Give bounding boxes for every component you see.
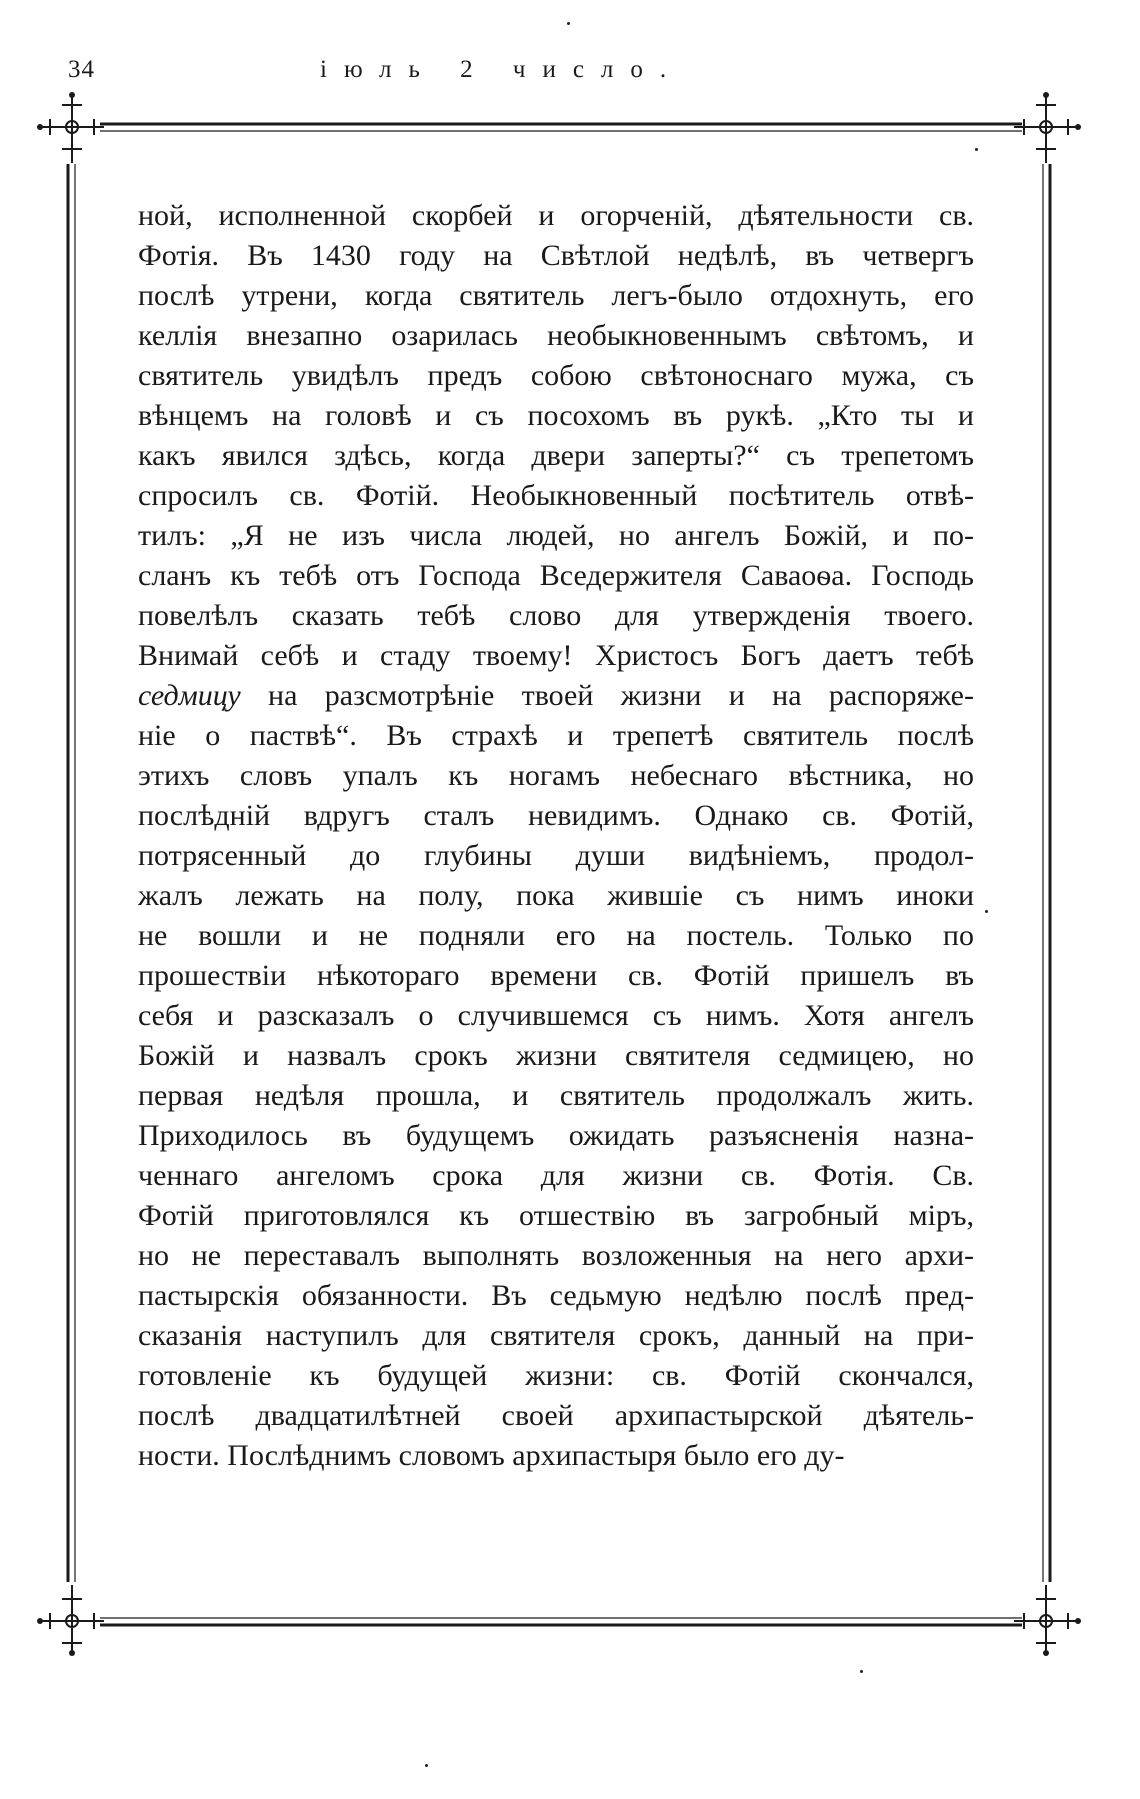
scan-speck (860, 1670, 863, 1673)
text-line: вѣнцемъ на головѣ и съ посохомъ въ рукѣ. „Кто ты и (138, 399, 974, 432)
text-line: сказанія наступилъ для святителя срокъ, данный на при- (138, 1319, 974, 1352)
text-line: послѣдній вдругъ сталъ невидимъ. Однако св. Фотій, (138, 799, 974, 832)
text-line: послѣ утрени, когда святитель легъ-было отдохнуть, его (138, 279, 974, 312)
text-line: какъ явился здѣсь, когда двери заперты?“ съ трепетомъ (138, 439, 974, 472)
text-line-with-italic (138, 676, 974, 716)
corner-ornament-top-right-icon (1014, 92, 1081, 163)
text-line: сланъ къ тебѣ отъ Господа Вседержителя Саваоѳа. Господь (138, 559, 974, 592)
text-line: Фотій приготовлялся къ отшествію въ загробный міръ, (138, 1199, 974, 1232)
text-line: этихъ словъ упалъ къ ногамъ небеснаго вѣстника, но (138, 759, 974, 792)
text-line: ніе о паствѣ“. Въ страхѣ и трепетѣ святитель послѣ (138, 719, 974, 752)
text-line: спросилъ св. Фотій. Необыкновенный посѣтитель отвѣ- (138, 479, 974, 512)
body-text (138, 196, 974, 1476)
text-line: пастырскія обязанности. Въ седьмую недѣлю послѣ пред- (138, 1279, 974, 1312)
text-line: ной, исполненной скорбей и огорченій, дѣятельности св. (138, 199, 974, 232)
corner-ornament-bottom-left-icon (37, 1585, 104, 1656)
corner-ornament-bottom-right-icon (1014, 1585, 1081, 1656)
text-line: послѣ двадцатилѣтней своей архипастырской дѣятель- (138, 1399, 974, 1432)
running-title: іюль 2 число. (320, 56, 684, 83)
text-line: тилъ: „Я не изъ числа людей, но ангелъ Божій, и по- (138, 519, 974, 552)
text-line: ности. Послѣднимъ словомъ архипастыря было его ду- (138, 1439, 845, 1472)
text-line: не вошли и не подняли его на постель. Только по (138, 919, 974, 952)
text-line: ченнаго ангеломъ срока для жизни св. Фотія. Св. (138, 1159, 974, 1192)
text-line: потрясенный до глубины души видѣніемъ, продол- (138, 839, 974, 872)
text-line: жалъ лежать на полу, пока жившіе съ нимъ иноки (138, 879, 974, 912)
text-line: Внимай себѣ и стаду твоему! Христосъ Богъ даетъ тебѣ (138, 639, 974, 672)
scan-speck (425, 1764, 428, 1767)
text-line: Божій и назвалъ срокъ жизни святителя седмицею, но (138, 1039, 974, 1072)
italic-word: седмицу (138, 679, 241, 712)
text-line: святитель увидѣлъ предъ собою свѣтоноснаго мужа, съ (138, 359, 974, 392)
text-line-rest: на разсмотрѣніе твоей жизни и на распоряже- (240, 679, 974, 712)
text-line: Фотія. Въ 1430 году на Свѣтлой недѣлѣ, въ четвергъ (138, 239, 974, 272)
scan-speck (567, 22, 570, 25)
text-line: но не переставалъ выполнять возложенныя на него архи- (138, 1239, 974, 1272)
text-line: келлія внезапно озарилась необыкновеннымъ свѣтомъ, и (138, 319, 974, 352)
text-line: прошествіи нѣкотораго времени св. Фотій пришелъ въ (138, 959, 974, 992)
text-line: себя и разсказалъ о случившемся съ нимъ. Хотя ангелъ (138, 999, 974, 1032)
text-line: первая недѣля прошла, и святитель продолжалъ жить. (138, 1079, 974, 1112)
scan-speck (985, 910, 988, 913)
corner-ornament-top-left-icon (37, 92, 104, 163)
scan-speck (975, 148, 978, 151)
text-line: Приходилось въ будущемъ ожидать разъясненія назна- (138, 1119, 974, 1152)
page-number: 34 (68, 56, 95, 83)
text-line: готовленіе къ будущей жизни: св. Фотій скончался, (138, 1359, 974, 1392)
text-line: повелѣлъ сказать тебѣ слово для утвержденія твоего. (138, 599, 974, 632)
